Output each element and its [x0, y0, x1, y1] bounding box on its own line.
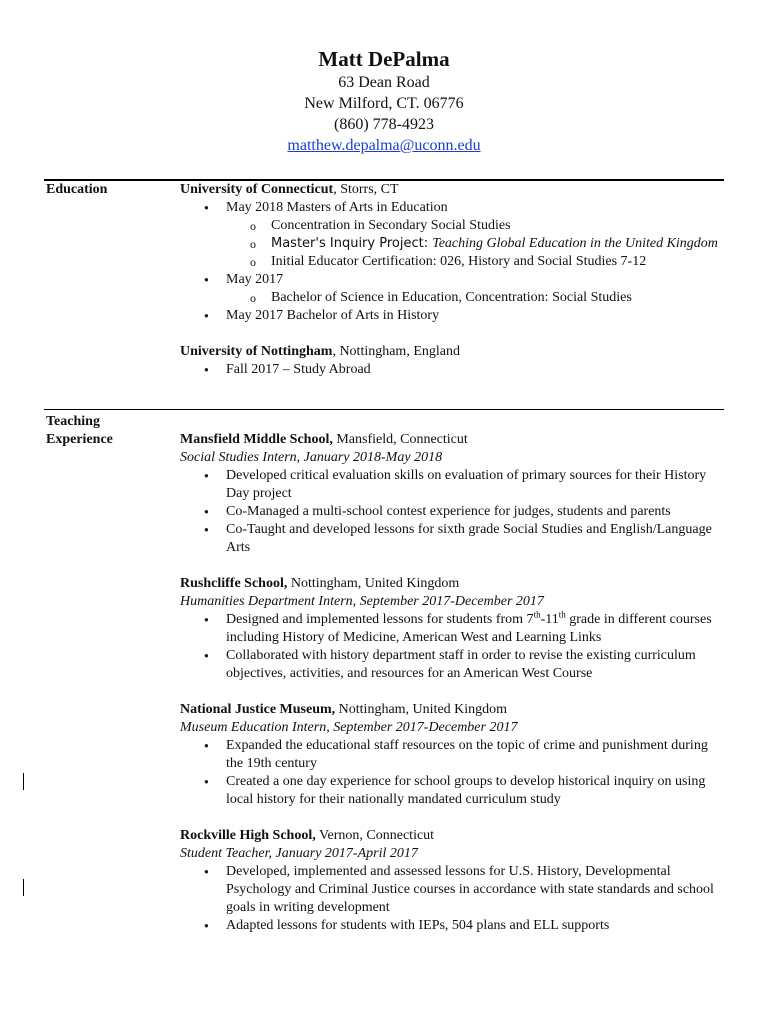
candidate-name: Matt DePalma [318, 47, 450, 71]
list-item: ● Adapted lessons for students with IEPs, 504 plans and ELL supports [180, 917, 725, 935]
list-item: ● Developed critical evaluation skills on evaluation of primary sources for their History Day project [180, 467, 725, 503]
list-item: o Concentration in Secondary Social Studies [180, 217, 725, 235]
nottingham-heading [180, 343, 725, 361]
education-label: Education [46, 182, 108, 197]
teaching-section [180, 431, 725, 935]
list-item: ● Co-Taught and developed lessons for sixth grade Social Studies and English/Language Arts [180, 521, 725, 557]
list-item: ● Developed, implemented and assessed lessons for U.S. History, Developmental Psychology and Criminal Justice courses in accordance with state standards and school goals in writing development [180, 863, 725, 917]
school-name: University of Nottingham [180, 344, 333, 359]
resume-header [0, 46, 768, 156]
text-cursor-mark [23, 773, 24, 790]
list-item: ● May 2018 Masters of Arts in Education o Concentration in Secondary Social Studies o Master's Inquiry Project: Teaching Global Education in the United Kingdom o Initial Educator Certification: 026, History and Social Studies 7-12 [180, 199, 725, 271]
list-item: ● May 2017 Bachelor of Arts in History [180, 307, 725, 325]
list-item: ● Designed and implemented lessons for students from 7th-11th grade in different courses including History of Medicine, American West and Learning Links [180, 611, 725, 647]
email-link[interactable]: matthew.depalma@uconn.edu [287, 137, 481, 154]
teaching-label-line1: Teaching [46, 414, 100, 429]
job-title: Humanities Department Intern, September 2017-December 2017 [180, 594, 544, 609]
school-location: , Nottingham, England [332, 344, 460, 359]
address-line-1: 63 Dean Road [338, 74, 430, 91]
mansfield-heading: Mansfield Middle School, Mansfield, Connecticut [180, 432, 468, 447]
education-section [180, 181, 725, 379]
text-cursor-mark [23, 879, 24, 896]
list-item: ● Created a one day experience for school groups to develop historical inquiry on using local history for their nationally mandated curriculum study [180, 773, 725, 809]
phone-number: (860) 778-4923 [334, 116, 434, 133]
list-item: o Master's Inquiry Project: Teaching Global Education in the United Kingdom [180, 235, 725, 253]
address-line-2: New Milford, CT. 06776 [304, 95, 464, 112]
rockville-heading: Rockville High School, Vernon, Connecticut [180, 828, 435, 843]
teaching-label-line2: Experience [46, 432, 113, 447]
list-item: o Bachelor of Science in Education, Concentration: Social Studies [180, 289, 725, 307]
list-item: ● May 2017 o Bachelor of Science in Education, Concentration: Social Studies [180, 271, 725, 307]
section-divider [44, 409, 724, 410]
list-item: ● Co-Managed a multi-school contest experience for judges, students and parents [180, 503, 725, 521]
rushcliffe-heading: Rushcliffe School, Nottingham, United Kingdom [180, 576, 460, 591]
school-name: University of Connecticut [180, 182, 334, 197]
list-item: ● Collaborated with history department staff in order to revise the existing curriculum objectives, activities, and resources for an American West Course [180, 647, 725, 683]
job-title: Social Studies Intern, January 2018-May 2018 [180, 450, 443, 465]
school-location: , Storrs, CT [333, 182, 399, 197]
uconn-heading [180, 181, 725, 199]
list-item: ● Fall 2017 – Study Abroad [180, 361, 725, 379]
list-item: o Initial Educator Certification: 026, History and Social Studies 7-12 [180, 253, 725, 271]
museum-heading: National Justice Museum, Nottingham, United Kingdom [180, 702, 508, 717]
list-item: ● Expanded the educational staff resources on the topic of crime and punishment during the 19th century [180, 737, 725, 773]
job-title: Museum Education Intern, September 2017-December 2017 [180, 720, 518, 735]
job-title: Student Teacher, January 2017-April 2017 [180, 846, 418, 861]
